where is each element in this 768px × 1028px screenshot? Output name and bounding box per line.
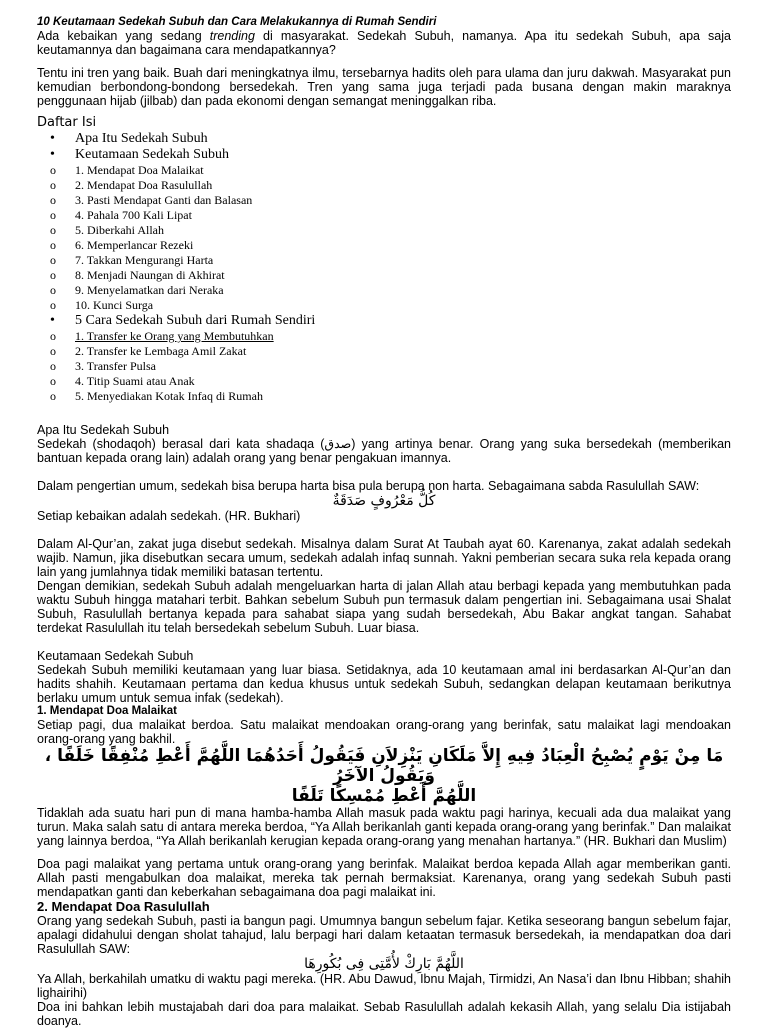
intro-italic-word: trending: [209, 29, 255, 43]
article-title: 10 Keutamaan Sedekah Subuh dan Cara Melakukannya di Rumah Sendiri: [37, 16, 437, 28]
sub1-paragraph-2: Tidaklah ada suatu hari pun di mana hamba-hamba Allah masuk pada waktu pagi harinya, kecuali ada dua malaikat yang turun. Maka salah satu di antara mereka berdoa, “Ya Allah berikanlah ganti kepada orang-orang yang berinfak.” Dan malaikat yang lainnya berdoa, “Ya Allah berikanlah kerugian kepada orang-orang yang menahan hartanya.” (HR. Bukhari dan Muslim): [37, 806, 731, 848]
toc-item[interactable]: [37, 374, 731, 389]
circle-bullet-icon: o: [50, 193, 56, 207]
toc-item-label[interactable]: 1. Transfer ke Orang yang Membutuhkan: [75, 329, 274, 343]
hadith-arabic-1: كُلُّ مَعْرُوفٍ صَدَقَةٌ: [332, 493, 436, 509]
sub2-paragraph-3: Doa ini bahkan lebih mustajabah dari doa para malaikat. Sebab Rasulullah adalah kekasih Allah, yang selalu Dia istijabah doanya.: [37, 1000, 731, 1028]
toc-item-label[interactable]: 8. Menjadi Naungan di Akhirat: [75, 268, 225, 282]
toc-item[interactable]: [37, 329, 731, 344]
toc-item-label[interactable]: 3. Transfer Pulsa: [75, 359, 157, 373]
section-heading-apa-itu: Apa Itu Sedekah Subuh: [37, 423, 170, 437]
toc-section-label[interactable]: Keutamaan Sedekah Subuh: [75, 147, 229, 162]
toc-item[interactable]: [37, 268, 731, 283]
table-of-contents: [37, 131, 731, 404]
section1-paragraph-1: Sedekah (shodaqoh) berasal dari kata shadaqa (صدق) yang artinya benar. Orang yang suka bersedekah (memberikan bantuan kepada orang lain) adalah orang yang benar pengakuan imannya.: [37, 437, 731, 465]
intro-text-cont: di masyarakat. Sedekah Subuh, namanya. Apa itu sedekah Subuh, apa saja keutamannya dan bagaimana cara mendapatkannya?: [37, 29, 731, 57]
toc-item[interactable]: [37, 193, 731, 208]
circle-bullet-icon: o: [50, 389, 56, 403]
circle-bullet-icon: o: [50, 163, 56, 177]
circle-bullet-icon: o: [50, 223, 56, 237]
hadith-arabic-2-line-1: مَا مِنْ يَوْمٍ يُصْبِحُ الْعِبَادُ فِيهِ إِلاَّ مَلَكَانِ يَنْزِلاَنِ فَيَقُولُ أَحَدُهُمَا اللَّهُمَّ أَعْطِ مُنْفِقًا خَلَفًا ، وَيَقُولُ الآخَرُ: [44, 746, 724, 786]
bullet-icon: •: [50, 147, 55, 162]
section1-paragraph-3: Setiap kebaikan adalah sedekah. (HR. Bukhari): [37, 509, 301, 523]
toc-item-label[interactable]: 10. Kunci Surga: [75, 298, 154, 312]
toc-item-label[interactable]: 9. Menyelamatkan dari Neraka: [75, 283, 224, 297]
toc-item[interactable]: [37, 344, 731, 359]
toc-section-label[interactable]: 5 Cara Sedekah Subuh dari Rumah Sendiri: [75, 313, 316, 328]
bullet-icon: •: [50, 131, 55, 146]
toc-item-label[interactable]: 2. Mendapat Doa Rasulullah: [75, 178, 213, 192]
toc-section-1[interactable]: [37, 147, 731, 163]
circle-bullet-icon: o: [50, 298, 56, 312]
sub1-paragraph-3: Doa pagi malaikat yang pertama untuk orang-orang yang berinfak. Malaikat berdoa kepada Allah agar memberikan ganti. Allah pasti mengabulkan doa malaikat, mereka tak pernah bermaksiat. Karenanya, orang yang sedekah Subuh pasti mendapatkan ganti dan keberkahan sebagaimana doa pagi malaikat ini.: [37, 857, 731, 899]
section-heading-keutamaan: Keutamaan Sedekah Subuh: [37, 649, 194, 663]
toc-item[interactable]: [37, 298, 731, 313]
intro-paragraph-1: [37, 29, 731, 57]
bullet-icon: •: [50, 313, 55, 328]
hadith-arabic-2-line-2: اللَّهُمَّ أَعْطِ مُمْسِكًا تَلَفًا: [291, 786, 477, 806]
section2-paragraph-1: Sedekah Subuh memiliki keutamaan yang luar biasa. Setidaknya, ada 10 keutamaan amal ini berdasarkan Al-Qur’an dan hadits shahih. Keutamaan pertama dan kedua khusus untuk sedekah Subuh, sedangkan delapan keutamaan berikutnya berlaku umum untuk semua infak (sedekah).: [37, 663, 731, 705]
circle-bullet-icon: o: [50, 374, 56, 388]
intro-paragraph-2: Tentu ini tren yang baik. Buah dari meningkatnya ilmu, tersebarnya hadits oleh para ulama dan juru dakwah. Masyarakat pun kemudian berbondong-bondong bersedekah. Tren yang sama juga terjadi pada busana dengan makin maraknya penggunaan hijab (jilbab) dan pada ekonomi dengan semangat meninggalkan riba.: [37, 66, 731, 108]
toc-heading: Daftar Isi: [37, 115, 97, 130]
circle-bullet-icon: o: [50, 359, 56, 373]
sub2-paragraph-1: Orang yang sedekah Subuh, pasti ia bangun pagi. Umumnya bangun sebelum fajar. Ketika seseorang bangun sebelum fajar, apalagi didahului dengan sholat tahajud, lalu berpagi hari dalam ketaatan termasuk bersedekah, ia mendapatkan doa dari Rasulullah SAW:: [37, 914, 731, 956]
toc-item-label[interactable]: 5. Diberkahi Allah: [75, 223, 164, 237]
circle-bullet-icon: o: [50, 283, 56, 297]
circle-bullet-icon: o: [50, 178, 56, 192]
toc-item[interactable]: [37, 283, 731, 298]
circle-bullet-icon: o: [50, 238, 56, 252]
toc-item[interactable]: [37, 208, 731, 223]
toc-section-2[interactable]: [37, 313, 731, 329]
circle-bullet-icon: o: [50, 329, 56, 343]
toc-item-label[interactable]: 6. Memperlancar Rezeki: [75, 238, 194, 252]
toc-item[interactable]: [37, 163, 731, 178]
document-page: [37, 16, 731, 1028]
toc-item-label[interactable]: 7. Takkan Mengurangi Harta: [75, 253, 214, 267]
sub2-paragraph-2: Ya Allah, berkahilah umatku di waktu pagi mereka. (HR. Abu Dawud, Ibnu Majah, Tirmidzi, An Nasa’i dan Ibnu Hibban; shahih lighairihi): [37, 972, 731, 1000]
toc-item[interactable]: [37, 359, 731, 374]
subheading-doa-rasulullah: 2. Mendapat Doa Rasulullah: [37, 899, 210, 914]
section1-paragraph-5: Dengan demikian, sedekah Subuh adalah mengeluarkan harta di jalan Allah atau berbagi kepada yang membutuhkan pada waktu Subuh hingga matahari terbit. Bahkan sebelum Subuh pun termasuk dalam pengertian ini. Sebagaimana usai Shalat Subuh, Rasulullah bertanya kepada para sahabat siapa yang sudah bersedekah, Abu Bakar angkat tangan. Sahabat terdekat Rasulullah itu telah bersedekah sebelum Subuh. Luar biasa.: [37, 579, 731, 635]
intro-text: Ada kebaikan yang sedang: [37, 29, 210, 43]
section1-paragraph-4: Dalam Al-Qur’an, zakat juga disebut sedekah. Misalnya dalam Surat At Taubah ayat 60. Karenanya, zakat adalah sedekah wajib. Namun, jika disebutkan secara umum, sedekah adalah infaq sunnah. Yakni pemberian secara suka rela kepada orang lain yang jumlahnya tidak memiliki batasan tertentu.: [37, 537, 731, 579]
toc-item-label[interactable]: 1. Mendapat Doa Malaikat: [75, 163, 204, 177]
toc-item-label[interactable]: 5. Menyediakan Kotak Infaq di Rumah: [75, 389, 263, 403]
subheading-doa-malaikat: 1. Mendapat Doa Malaikat: [37, 705, 177, 717]
toc-item-label[interactable]: 4. Pahala 700 Kali Lipat: [75, 208, 192, 222]
toc-item[interactable]: [37, 178, 731, 193]
toc-item[interactable]: [37, 238, 731, 253]
toc-item-label[interactable]: 2. Transfer ke Lembaga Amil Zakat: [75, 344, 247, 358]
sub1-paragraph-1: Setiap pagi, dua malaikat berdoa. Satu malaikat mendoakan orang-orang yang berinfak, satu malaikat lagi mendoakan orang-orang yang bakhil.: [37, 718, 731, 746]
toc-item[interactable]: [37, 253, 731, 268]
toc-section-0[interactable]: [37, 131, 731, 147]
hadith-arabic-3: اللَّهُمَّ بَارِكْ لأُمَّتِى فِى بُكُورِهَا: [304, 956, 464, 972]
toc-item-label[interactable]: 3. Pasti Mendapat Ganti dan Balasan: [75, 193, 253, 207]
toc-item[interactable]: [37, 223, 731, 238]
toc-item[interactable]: [37, 389, 731, 404]
circle-bullet-icon: o: [50, 268, 56, 282]
toc-section-label[interactable]: Apa Itu Sedekah Subuh: [75, 131, 208, 146]
toc-item-label[interactable]: 4. Titip Suami atau Anak: [75, 374, 195, 388]
circle-bullet-icon: o: [50, 253, 56, 267]
circle-bullet-icon: o: [50, 208, 56, 222]
section1-paragraph-2: Dalam pengertian umum, sedekah bisa berupa harta bisa pula berupa non harta. Sebagaimana sabda Rasulullah SAW:: [37, 479, 700, 493]
circle-bullet-icon: o: [50, 344, 56, 358]
